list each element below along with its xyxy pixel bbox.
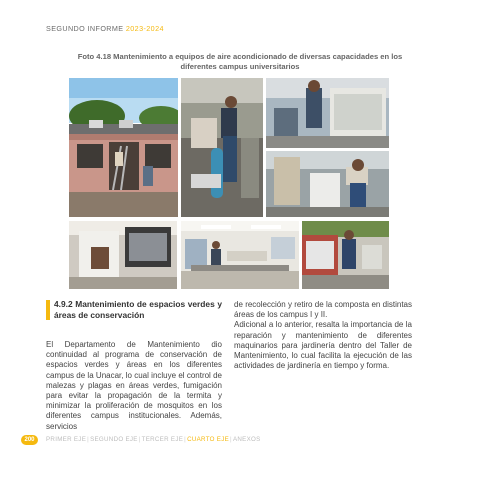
body-column-right [234,300,412,371]
footer-nav-primer-eje[interactable]: PRIMER EJE [46,436,87,443]
report-header [46,24,164,33]
photo-technician-outdoor-unit [266,151,389,217]
body-paragraph-right-1: de recolección y retiro de la composta en distintas áreas de los campus I y II. [234,300,412,320]
footer-nav-separator: | [230,436,232,443]
photo-worker-gas-cylinder [181,78,263,217]
photo-ac-unit-repair [266,78,389,148]
photo-outdoor-team [302,221,389,289]
report-header-years: 2023-2024 [125,24,164,33]
footer-nav-anexos[interactable]: ANEXOS [232,436,261,443]
footer-nav-separator: | [87,436,90,443]
photo-caption: Foto 4.18 Mantenimiento a equipos de aire acondicionado de diversas capacidades en los diferentes campus universitarios [77,52,403,71]
footer-nav-cuarto-eje[interactable]: CUARTO EJE [187,436,230,443]
footer-nav-separator: | [138,436,141,443]
section-heading: 4.9.2 Mantenimiento de espacios verdes y áreas de conservación [54,299,222,320]
footer-nav-tercer-eje[interactable]: TERCER EJE [141,436,184,443]
body-paragraph-left: El Departamento de Mantenimiento dio continuidad al programa de conservación de espacios verdes y áreas en los diferentes campus de la Unacar, lo cual incluye el control de malezas y plagas en áreas verdes, fumigación para evitar la propagación de la termita y minimizar la proliferación de mosquitos en los diferentes campus institucionales. Además, servicios [46,340,222,431]
footer-navigation [46,436,261,443]
body-paragraph-right-2: Adicional a lo anterior, resalta la importancia de la reparación y mantenimiento de diferentes maquinarios para jardinería dentro del Taller de Mantenimiento, lo cual facilita la ejecución de las actividades de jardinería en tiempo y forma. [234,320,412,371]
photo-indoor-unit-cleaning [69,221,177,289]
report-header-title: SEGUNDO INFORME [46,24,124,33]
footer-nav-separator: | [184,436,187,443]
photo-building-exterior [69,78,178,217]
photo-classroom-maintenance [181,221,299,289]
section-accent-bar [46,300,50,320]
footer-nav-segundo-eje[interactable]: SEGUNDO EJE [90,436,138,443]
page-number: 200 [21,435,38,445]
body-column-left [46,340,222,432]
